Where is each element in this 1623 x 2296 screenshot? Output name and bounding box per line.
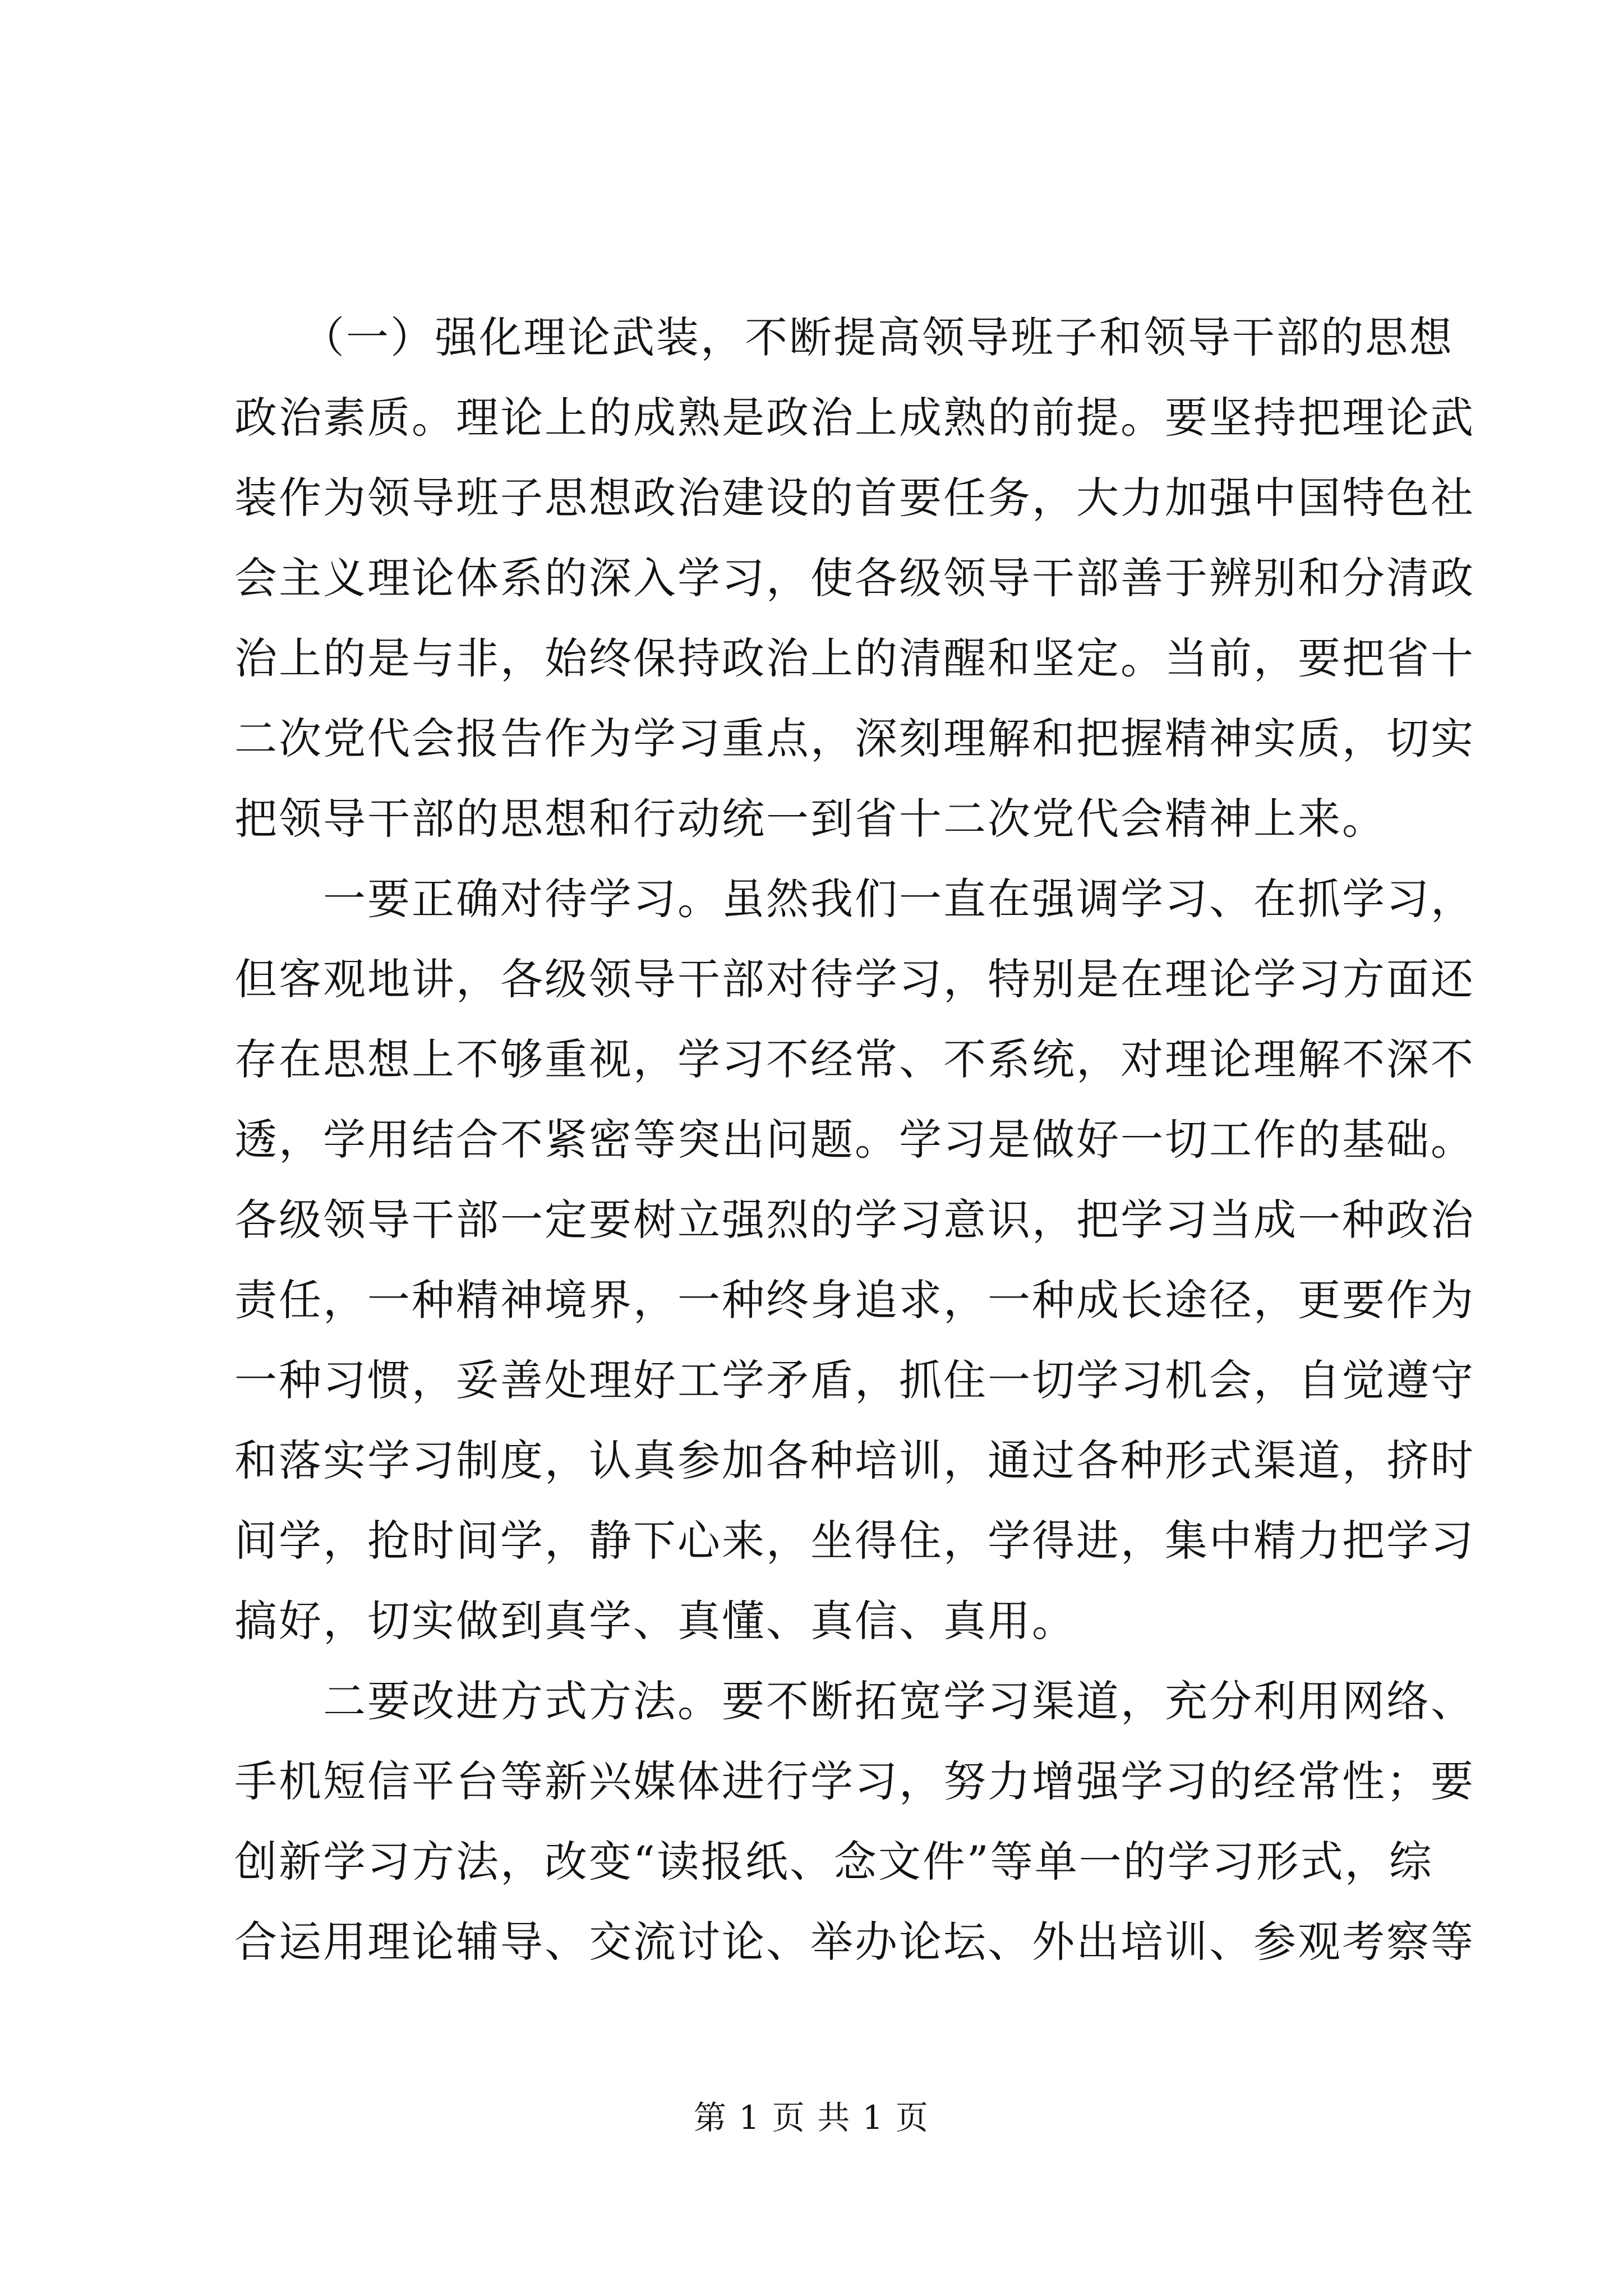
text-line: 把领导干部的思想和行动统一到省十二次党代会精神上来。 [234,794,1386,844]
text-line: （一）强化理论武装，不断提高领导班子和领导干部的思想 [234,312,1454,362]
text-line: 二要改进方式方法。要不断拓宽学习渠道，充分利用网络、 [234,1676,1475,1726]
text-line: 间学，抢时间学，静下心来，坐得住，学得进，集中精力把学习 [234,1516,1475,1566]
text-line: 合运用理论辅导、交流讨论、举办论坛、外出培训、参观考察等 [234,1917,1475,1967]
text-line: 一要正确对待学习。虽然我们一直在强调学习、在抓学习， [234,874,1475,924]
text-line: 二次党代会报告作为学习重点，深刻理解和把握精神实质，切实 [234,714,1475,763]
text-line: 搞好，切实做到真学、真懂、真信、真用。 [234,1596,1076,1646]
text-line: 透，学用结合不紧密等突出问题。学习是做好一切工作的基础。 [234,1115,1475,1165]
text-line: 和落实学习制度，认真参加各种培训，通过各种形式渠道，挤时 [234,1435,1475,1485]
text-line: 各级领导干部一定要树立强烈的学习意识，把学习当成一种政治 [234,1195,1475,1245]
document-body [234,297,1475,1982]
text-line: 创新学习方法，改变“读报纸、念文件”等单一的学习形式，综 [234,1837,1433,1887]
text-line: 但客观地讲，各级领导干部对待学习，特别是在理论学习方面还 [234,954,1475,1004]
text-line: 政治素质。理论上的成熟是政治上成熟的前提。要坚持把理论武 [234,393,1475,443]
page-number-footer: 第 1 页 共 1 页 [694,2099,929,2137]
text-line: 会主义理论体系的深入学习，使各级领导干部善于辨别和分清政 [234,553,1475,603]
text-line: 责任，一种精神境界，一种终身追求，一种成长途径，更要作为 [234,1275,1475,1325]
text-line: 装作为领导班子思想政治建设的首要任务，大力加强中国特色社 [234,473,1475,523]
text-line: 治上的是与非，始终保持政治上的清醒和坚定。当前，要把省十 [234,633,1475,683]
text-line: 手机短信平台等新兴媒体进行学习，努力增强学习的经常性；要 [234,1756,1475,1806]
text-line: 一种习惯，妥善处理好工学矛盾，抓住一切学习机会，自觉遵守 [234,1355,1475,1405]
text-line: 存在思想上不够重视，学习不经常、不系统，对理论理解不深不 [234,1034,1475,1084]
